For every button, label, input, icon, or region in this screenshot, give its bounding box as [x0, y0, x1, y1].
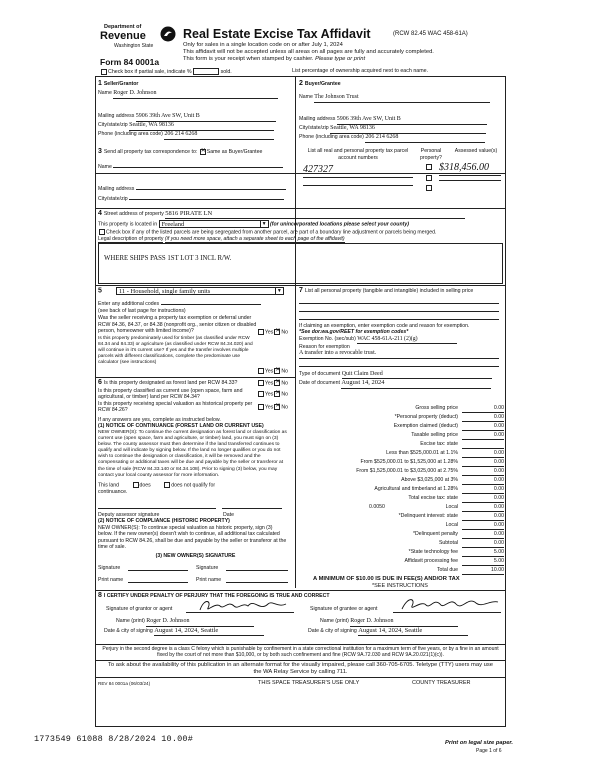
- tax-row-label: Exemption claimed (deduct): [393, 423, 458, 429]
- tax-row-label: From $1,525,000.01 to $3,025,000 at 2.75%: [356, 468, 458, 474]
- tax-row-label: Excise tax: state: [420, 441, 458, 447]
- location-select[interactable]: Freeland ▼: [159, 220, 269, 228]
- legal-description-box[interactable]: [98, 243, 503, 284]
- tax-row-value[interactable]: 0.00: [462, 423, 504, 431]
- buyer-name-field[interactable]: The Johnson Trust: [314, 94, 490, 103]
- tax-row-label: Agricultural and timberland at 1.28%: [374, 486, 458, 492]
- current-use-yes-checkbox[interactable]: [258, 391, 264, 397]
- page-number: Page 1 of 6: [476, 748, 502, 754]
- tax-row: [299, 495, 504, 504]
- grantor-date-city[interactable]: August 14, 2024, Seattle: [154, 627, 264, 636]
- partial-sale-checkbox[interactable]: [101, 69, 107, 75]
- tax-row-value[interactable]: 0.00: [462, 504, 504, 512]
- additional-codes-field[interactable]: [161, 300, 261, 305]
- tax-row-label: *State technology fee: [408, 549, 458, 555]
- tax-row: [299, 567, 504, 576]
- tax-table: [299, 405, 504, 588]
- tax-row: [299, 522, 504, 531]
- tax-row: [299, 558, 504, 567]
- land-use-section: 5 11 - Household, single family units ▼ Enter any additional codes (see back of last page for instructions) Was the seller receiving a property tax exemption or deferral under RCW 84.36, 84.37, or 84.38 (nonprofit org., senior citizen or disabled person, homeowner with limited income)? Yes✕ No Is this property predominately used for timber (as classified under RCW 84.34 and 84.33) or agriculture (as classified under RCW 84.34.020) and will continue in it's current use? If yes and the transfer involves multiple parcels with different classifications, complete the predominate use calculator (see instructions) Yes✕ No: [98, 287, 293, 366]
- tax-row-value[interactable]: 0.00: [462, 522, 504, 530]
- tax-row-label: Total excise tax: state: [408, 495, 458, 501]
- seller-city-field[interactable]: Seattle, WA 98136: [129, 122, 274, 131]
- tax-row-label: Gross selling price: [415, 405, 458, 411]
- tax-row: [299, 468, 504, 477]
- street-address-field[interactable]: 5816 PIRATE LN: [165, 210, 465, 219]
- chevron-down-icon: ▼: [260, 221, 268, 228]
- buyer-phone-field[interactable]: 206 214 6268: [365, 134, 485, 143]
- personal-property-section: 7 List all personal property (tangible and intangible) included in selling price If claiming an exemption, enter exemption code and reason for exemption. *See dor.wa.gov/REET for exemption codes* Exemption No. (sec/sub) WAC 458-61A-211 (2)(g) Reason for exemption A transfer into a revocable trust. Type of document Quit Claim Deed Date of document August 14, 2024: [299, 287, 504, 389]
- grantee-print-name[interactable]: Roger D. Johnson: [350, 618, 458, 627]
- tax-row-value[interactable]: 0.00: [462, 486, 504, 494]
- perjury-notice: Perjury in the second degree is a class C felony which is punishable by confinement in a state correctional institution for a maximum term of five years, or by a fine in an amount fixed by the court of not more than $10,000, or by both such confinement and fine (RCW 9A.72.030 and RCW 9A.20.021(1)(c)).: [102, 646, 499, 659]
- header-note2: This affidavit will not be accepted unless all areas on all pages are fully and accurately completed.: [183, 49, 434, 55]
- tax-row-label: *Delinquent interest: state: [398, 513, 458, 519]
- tax-row: [299, 549, 504, 558]
- tax-row-value[interactable]: [462, 441, 504, 449]
- local-rate: 0.0050: [369, 504, 385, 510]
- personal-property-checkbox-3[interactable]: [426, 185, 432, 191]
- tax-row-label: Subtotal: [438, 540, 458, 546]
- tax-row-value[interactable]: 0.00: [462, 432, 504, 440]
- current-use-no-checkbox[interactable]: [274, 391, 280, 397]
- tax-row: [299, 504, 504, 513]
- county-treasurer: COUNTY TREASURER: [412, 680, 471, 686]
- tax-row-value[interactable]: 0.00: [462, 459, 504, 467]
- document-type-field[interactable]: Quit Claim Deed: [342, 371, 492, 380]
- assessed-value-col-header: Assessed value(s): [454, 148, 498, 154]
- exemption-yes-checkbox[interactable]: [258, 329, 264, 335]
- tax-row-label: Above $3,025,000 at 3%: [401, 477, 458, 483]
- agency-name: Revenue: [100, 30, 146, 42]
- seller-phone-field[interactable]: 206 214 6268: [164, 131, 274, 140]
- land-does-checkbox[interactable]: [133, 482, 139, 488]
- document-date-field[interactable]: August 14, 2024: [341, 379, 491, 388]
- personal-property-checkbox[interactable]: [426, 164, 432, 170]
- certification-section: 8 I CERTIFY UNDER PENALTY OF PERJURY THAT THE FOREGOING IS TRUE AND CORRECT Signature of grantor or agent Signature of grantee or agent Name (print) Roger D. Johnson Name (print) Roger D. Johnson Date & city of signing August 14, 2024, Seattle Date & city of signing August 14, 2024, Seattle: [98, 592, 503, 642]
- same-as-buyer-checkbox[interactable]: [200, 149, 206, 155]
- tax-row: [299, 540, 504, 549]
- grantee-signature: [400, 594, 500, 614]
- tax-row-label: Total due: [436, 567, 458, 573]
- agency-state: Washington State: [114, 43, 154, 49]
- personal-property-col-header: Personal property?: [420, 148, 442, 161]
- exemption-number-field[interactable]: WAC 458-61A-211 (2)(g): [357, 336, 457, 344]
- grantee-date-city[interactable]: August 14, 2024, Seattle: [358, 627, 468, 636]
- tax-row: [299, 432, 504, 441]
- rev-code: REV 84 0001a (06/03/24): [98, 681, 151, 686]
- tax-row: [299, 513, 504, 522]
- property-location-section: 4 Street address of property 5816 PIRATE LN This property is located in Freeland ▼ (for unincorporated locations please select your county) Check box if any of the listed parcels are being segregated from another parcel, are part of a boundary line adjustment or parcels being merged. Legal description of property (if you need more space, attach a separate sheet to each page of the affidavit): [98, 210, 503, 243]
- seller-name-field[interactable]: Roger D. Johnson: [113, 90, 278, 99]
- historic-yes-checkbox[interactable]: [258, 404, 264, 410]
- header-note1: Only for sales in a single location code on or after July 1, 2024: [183, 42, 343, 48]
- percent-owned-note: List percentage of ownership acquired next to each name.: [292, 68, 429, 74]
- recording-stamp: 1773549 61088 8/28/2024 10.00#: [34, 734, 194, 744]
- accessibility-notice: To ask about the availability of this publication in an alternate format for the visually impaired, please call 360-705-6705. Teletype (TTY) users may use the WA Relay Service by calling 711.: [108, 662, 493, 676]
- tax-row-label: *Personal property (deduct): [394, 414, 458, 420]
- grantor-signature: [198, 596, 288, 614]
- tax-row: [299, 414, 504, 423]
- buyer-section: 2 Buyer/Grantee Name The Johnson Trust Mailing address 5906 39th Ave SW, Unit B City/state/zip Seattle, WA 98136 Phone (including area code) 206 214 6268: [299, 80, 504, 172]
- forest-no-checkbox[interactable]: [274, 380, 280, 386]
- land-use-select[interactable]: 11 - Household, single family units ▼: [116, 287, 284, 295]
- correspondence-section: 3 Send all property tax correspondence to: ✕ Same as Buyer/Grantee Name Mailing address City/state/zip: [98, 148, 293, 208]
- assessed-value-field[interactable]: $318,456.00: [439, 162, 501, 176]
- tax-row-value[interactable]: 5.00: [462, 558, 504, 566]
- tax-row-value[interactable]: 0.00: [462, 477, 504, 485]
- parcel-col-header: List all real and personal property tax parcel account numbers: [307, 148, 409, 161]
- segregated-checkbox[interactable]: [99, 229, 105, 235]
- tax-row-value[interactable]: 0.00: [462, 450, 504, 458]
- designation-section: 6 Is this property designated as forest land per RCW 84.33? Yes✕ No Is this property classified as current use (open space, farm and agricultural, or timber) land per RCW 84.34? Yes✕ No Is this property receiving special valuation as historical property per RCW 84.26? Yes✕ No If any answers are yes, complete as instructed below. (1) NOTICE OF CONTINUANCE (FOREST LAND OR CURRENT USE) NEW OWNER(S): To continue the current designation as forest land or classification as current use (open space, farm and agriculture, or timber) land, you must sign on (3) below. The county assessor must then determine if the land transferred continues to qualify and will indicate by signing below. If the land no longer qualifies or you do not wish to continue the designation or classification, it will be removed and the compensating or additional taxes will be due and payable by the seller or transferor at the time of sale (RCW 84.33.140 or 84.34.108). Prior to signing (3) below, you may contact your local county assessor for more information. This land does does not qualify for continuance. Deputy assessor signature Date (2) NOTICE OF COMPLIANCE (HISTORIC PROPERTY) NEW OWNER(S): To continue special valuation as historic property, sign (3) below. If the new owner(s) doesn't wish to continue, all additional tax calculated pursuant to RCW 84.26, shall be due and payable by the seller or transferor at the time of sale. (3) NEW OWNER(S) SIGNATURE Signature Signature Print name Print name: [98, 379, 293, 585]
- tax-row: [299, 405, 504, 414]
- tax-row-value[interactable]: 0.00: [462, 531, 504, 539]
- tax-row-value[interactable]: 0.00: [462, 540, 504, 548]
- tax-row-label: Local: [445, 522, 458, 528]
- buyer-city-field[interactable]: Seattle, WA 98136: [330, 125, 486, 134]
- tax-row-value[interactable]: 0.00: [462, 495, 504, 503]
- historic-no-checkbox[interactable]: [274, 404, 280, 410]
- seller-section: 1 Seller/Grantor Name Roger D. Johnson Mailing address 5906 39th Ave SW, Unit B City/state/zip Seattle, WA 98136 Phone (including area code) 206 214 6268: [98, 80, 293, 172]
- timber-yes-checkbox[interactable]: [258, 368, 264, 374]
- form-number: Form 84 0001a: [100, 57, 160, 67]
- grantor-print-name[interactable]: Roger D. Johnson: [146, 618, 254, 627]
- form-title: Real Estate Excise Tax Affidavit: [183, 27, 371, 41]
- treasurer-use-only: THIS SPACE TREASURER'S USE ONLY: [258, 680, 360, 686]
- legal-description-text: WHERE SHIPS PASS 1ST LOT 3 INCL R/W.: [104, 255, 232, 262]
- tax-row-label: From $525,000.01 to $1,525,000 at 1.28%: [360, 459, 458, 465]
- chevron-down-icon: ▼: [275, 288, 283, 295]
- dor-seal-icon: [160, 26, 176, 42]
- agency-line1: Department of: [104, 24, 142, 30]
- tax-row-value[interactable]: 0.00: [462, 513, 504, 521]
- corr-name-field[interactable]: [113, 162, 283, 168]
- tax-row-label: Local: [445, 504, 458, 510]
- tax-row-value[interactable]: 0.00: [462, 405, 504, 413]
- tax-row-value[interactable]: 5.00: [462, 549, 504, 557]
- minimum-due-note: A MINIMUM OF $10.00 IS DUE IN FEE(S) AND/OR TAX: [313, 576, 460, 582]
- parcel-number-field[interactable]: 427327: [303, 164, 413, 178]
- partial-sale-percent[interactable]: [193, 68, 219, 75]
- corr-city-field[interactable]: [129, 194, 284, 200]
- buyer-mailing-field[interactable]: 5906 39th Ave SW, Unit B: [337, 116, 487, 125]
- tax-row-label: Less than $525,000.01 at 1.1%: [386, 450, 458, 456]
- personal-property-checkbox-2[interactable]: [426, 175, 432, 181]
- legal-paper-note: Print on legal size paper.: [445, 740, 513, 746]
- tax-row-label: Taxable selling price: [411, 432, 458, 438]
- dor-logo: [100, 24, 176, 56]
- tax-row: [299, 441, 504, 450]
- tax-row: [299, 477, 504, 486]
- parcels-section: [299, 148, 504, 208]
- timber-no-checkbox[interactable]: [274, 368, 280, 374]
- exemption-no-checkbox[interactable]: [274, 329, 280, 335]
- land-does-not-checkbox[interactable]: [164, 482, 170, 488]
- form-statute: (RCW 82.45 WAC 458-61A): [393, 31, 468, 37]
- tax-row: [299, 531, 504, 540]
- tax-row-value[interactable]: 10.00: [462, 567, 504, 575]
- tax-row: [299, 450, 504, 459]
- tax-row-value[interactable]: 0.00: [462, 468, 504, 476]
- see-instructions-note: *SEE INSTRUCTIONS: [372, 583, 428, 589]
- tax-row-label: Affidavit processing fee: [404, 558, 458, 564]
- partial-sale-row: Check box if partial sale, indicate % sold.: [100, 68, 232, 76]
- seller-mailing-field[interactable]: 5906 39th Ave SW, Unit B: [136, 113, 276, 122]
- tax-row: [299, 423, 504, 432]
- corr-mailing-field[interactable]: [136, 184, 286, 190]
- tax-row: [299, 459, 504, 468]
- tax-row: [299, 486, 504, 495]
- forest-yes-checkbox[interactable]: [258, 380, 264, 386]
- tax-row-value[interactable]: 0.00: [462, 414, 504, 422]
- exemption-reason-field[interactable]: A transfer into a revocable trust.: [299, 350, 499, 359]
- header-note3: This form is your receipt when stamped by cashier. Please type or print: [183, 56, 366, 62]
- tax-row-label: *Delinquent penalty: [413, 531, 458, 537]
